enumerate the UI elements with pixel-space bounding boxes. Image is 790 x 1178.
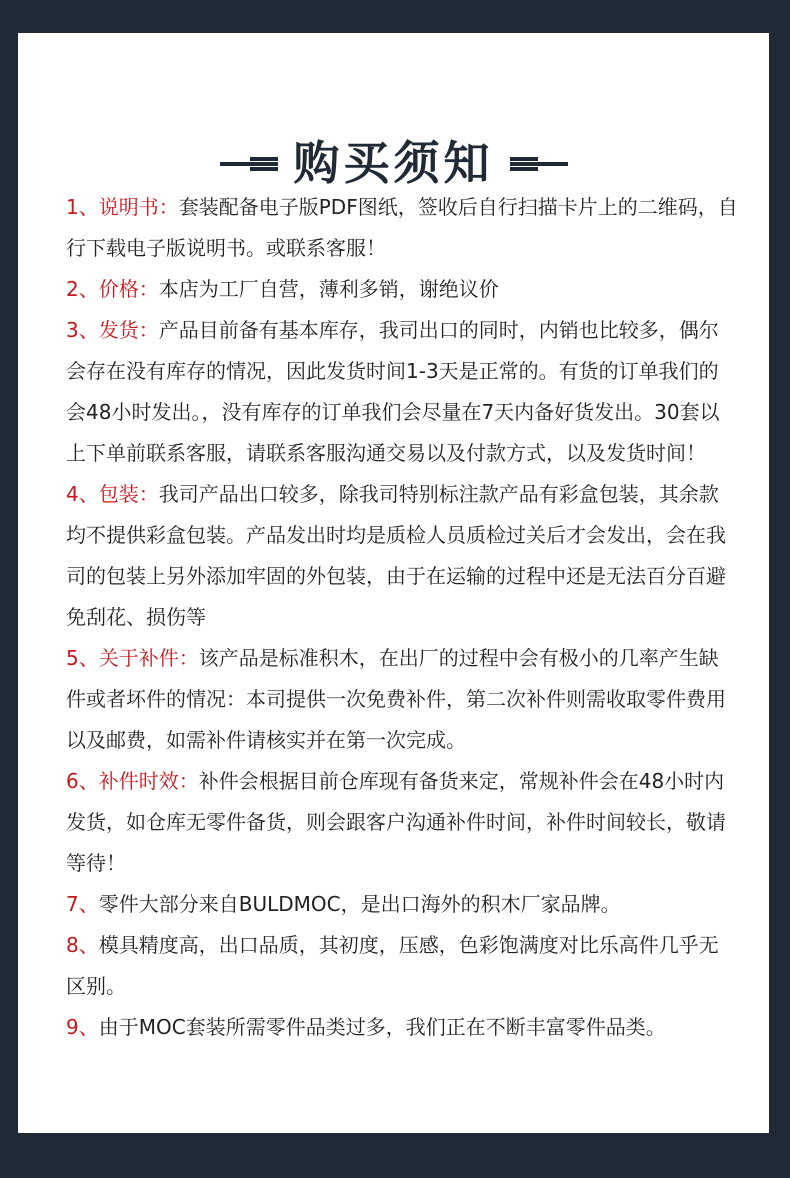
item-label: 关于补件： (98, 646, 199, 670)
item-number: 6、 (66, 769, 99, 793)
item-text: 由于MOC套装所需零件品类过多，我们正在不断丰富零件品类。 (98, 1015, 666, 1039)
notice-item-3 (66, 310, 738, 474)
notice-card (18, 33, 769, 1133)
item-number: 1、 (66, 195, 99, 219)
notice-item-8 (66, 925, 738, 1007)
item-label: 价格： (98, 277, 159, 301)
item-label: 包装： (98, 482, 159, 506)
item-number: 7、 (66, 892, 99, 916)
notice-item-4 (66, 474, 738, 638)
item-number: 4、 (66, 482, 99, 506)
item-number: 2、 (66, 277, 99, 301)
item-text: 该产品是标准积木，在出厂的过程中会有极小的几率产生缺件或者坏件的情况：本司提供一次免费补件，第二次补件则需收取零件费用以及邮费，如需补件请核实并在第一次完成。 (66, 646, 726, 752)
item-label: 发货： (98, 318, 159, 342)
notice-list (66, 187, 738, 1048)
notice-item-1 (66, 187, 738, 269)
item-number: 5、 (66, 646, 99, 670)
item-text: 产品目前备有基本库存，我司出口的同时，内销也比较多，偶尔会存在没有库存的情况，因此发货时间1-3天是正常的。有货的订单我们的会48小时发出。，没有库存的订单我们会尽量在7天内备好货发出。30套以上下单前联系客服，请联系客服沟通交易以及付款方式，以及发货时间！ (66, 318, 720, 465)
notice-item-5 (66, 638, 738, 761)
notice-item-7 (66, 884, 738, 925)
item-label: 补件时效： (98, 769, 199, 793)
item-text: 套装配备电子版PDF图纸，签收后自行扫描卡片上的二维码，自行下载电子版说明书。或联系客服！ (66, 195, 738, 260)
item-text: 我司产品出口较多，除我司特别标注款产品有彩盒包装，其余款均不提供彩盒包装。产品发出时均是质检人员质检过关后才会发出，会在我司的包装上另外添加牢固的外包装，由于在运输的过程中还是无法百分百避免刮花、损伤等 (66, 482, 726, 629)
item-text: 补件会根据目前仓库现有备货来定，常规补件会在48小时内发货，如仓库无零件备货，则会跟客户沟通补件时间，补件时间较长，敬请等待！ (66, 769, 726, 875)
title-decoration-left (220, 153, 278, 173)
item-number: 8、 (66, 933, 99, 957)
item-text: 模具精度高，出口品质，其初度，压感，色彩饱满度对比乐高件几乎无区别。 (66, 933, 719, 998)
page-title: 购买须知 (293, 136, 494, 190)
title-decoration-right (510, 153, 568, 173)
item-label: 说明书： (98, 195, 179, 219)
item-text: 本店为工厂自营，薄利多销，谢绝议价 (158, 277, 499, 301)
notice-item-6 (66, 761, 738, 884)
item-number: 9、 (66, 1015, 99, 1039)
notice-item-2 (66, 269, 738, 310)
item-text: 零件大部分来自BULDMOC，是出口海外的积木厂家品牌。 (98, 892, 621, 916)
notice-item-9 (66, 1007, 738, 1048)
item-number: 3、 (66, 318, 99, 342)
